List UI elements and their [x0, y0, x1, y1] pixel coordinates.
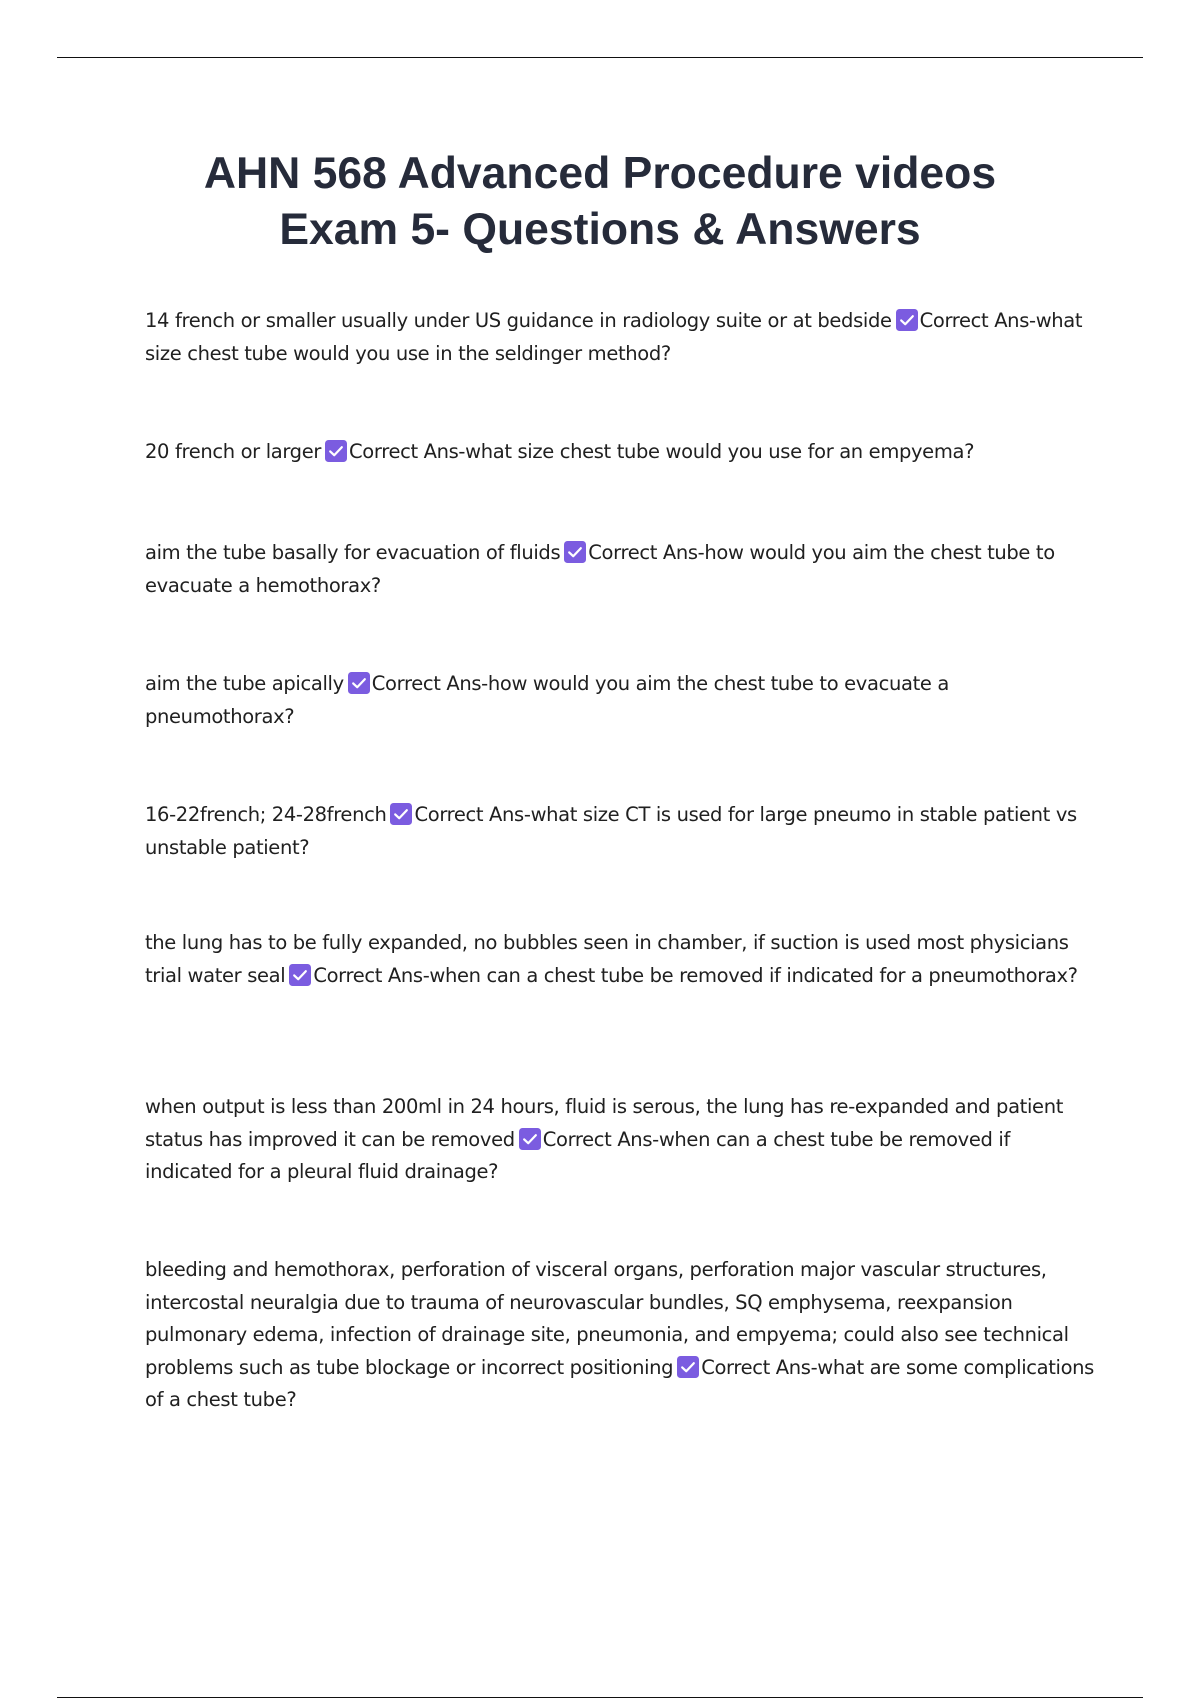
checkmark-icon	[519, 1128, 541, 1150]
question-text: what are some complications of a chest tube?	[145, 1355, 1094, 1411]
answer-text: the lung has to be fully expanded, no bubbles seen in chamber, if suction is used most physicians trial water seal	[145, 931, 1069, 987]
qa-item	[145, 305, 1095, 370]
answer-separator: Correct Ans-	[701, 1355, 818, 1379]
question-text: what size chest tube would you use in the seldinger method?	[145, 309, 1083, 365]
title-line-1: AHN 568 Advanced Procedure videos	[203, 149, 997, 198]
checkmark-icon	[348, 672, 370, 694]
answer-text: 14 french or smaller usually under US guidance in radiology suite or at bedside	[145, 309, 892, 332]
question-text: when can a chest tube be removed if indicated for a pleural fluid drainage?	[145, 1127, 1010, 1183]
answer-text: aim the tube basally for evacuation of fluids	[145, 541, 561, 564]
answer-separator: Correct Ans-	[313, 963, 430, 987]
qa-item	[145, 537, 1095, 602]
qa-item	[145, 668, 1095, 733]
answer-text: aim the tube apically	[145, 672, 344, 695]
question-text: when can a chest tube be removed if indicated for a pneumothorax?	[429, 963, 1078, 987]
answer-text: when output is less than 200ml in 24 hours, fluid is serous, the lung has re-expanded and patient status has improved it can be removed	[145, 1095, 1063, 1151]
answer-separator: Correct Ans-	[919, 309, 1036, 332]
answer-separator: Correct Ans-	[588, 541, 705, 564]
checkmark-icon	[289, 964, 311, 986]
qa-item	[145, 1091, 1095, 1189]
answer-separator: Correct Ans-	[542, 1127, 659, 1151]
qa-item	[145, 927, 1095, 992]
title-line-2: Exam 5- Questions & Answers	[279, 205, 921, 254]
question-text: how would you aim the chest tube to evacuate a hemothorax?	[145, 541, 1055, 597]
checkmark-icon	[896, 309, 918, 331]
answer-text: 16-22french; 24-28french	[145, 803, 387, 826]
question-text: how would you aim the chest tube to evacuate a pneumothorax?	[145, 672, 949, 728]
checkmark-icon	[325, 440, 347, 462]
question-text: what size CT is used for large pneumo in stable patient vs unstable patient?	[145, 803, 1077, 859]
question-text: what size chest tube would you use for an empyema?	[465, 440, 975, 463]
answer-text: bleeding and hemothorax, perforation of visceral organs, perforation major vascular structures, intercostal neuralgia due to trauma of neurovascular bundles, SQ emphysema, reexpansion pulmonary edema, infection of drainage site, pneumonia, and empyema; could also see technical problems such as tube blockage or incorrect positioning	[145, 1258, 1069, 1379]
answer-separator: Correct Ans-	[349, 440, 466, 463]
qa-item	[145, 799, 1095, 864]
checkmark-icon	[564, 541, 586, 563]
answer-text: 20 french or larger	[145, 440, 322, 463]
answer-separator: Correct Ans-	[414, 803, 531, 826]
answer-separator: Correct Ans-	[371, 672, 488, 695]
qa-item	[145, 1254, 1095, 1417]
qa-item	[145, 436, 1095, 469]
bottom-divider	[57, 1697, 1143, 1698]
checkmark-icon	[390, 803, 412, 825]
checkmark-icon	[677, 1356, 699, 1378]
